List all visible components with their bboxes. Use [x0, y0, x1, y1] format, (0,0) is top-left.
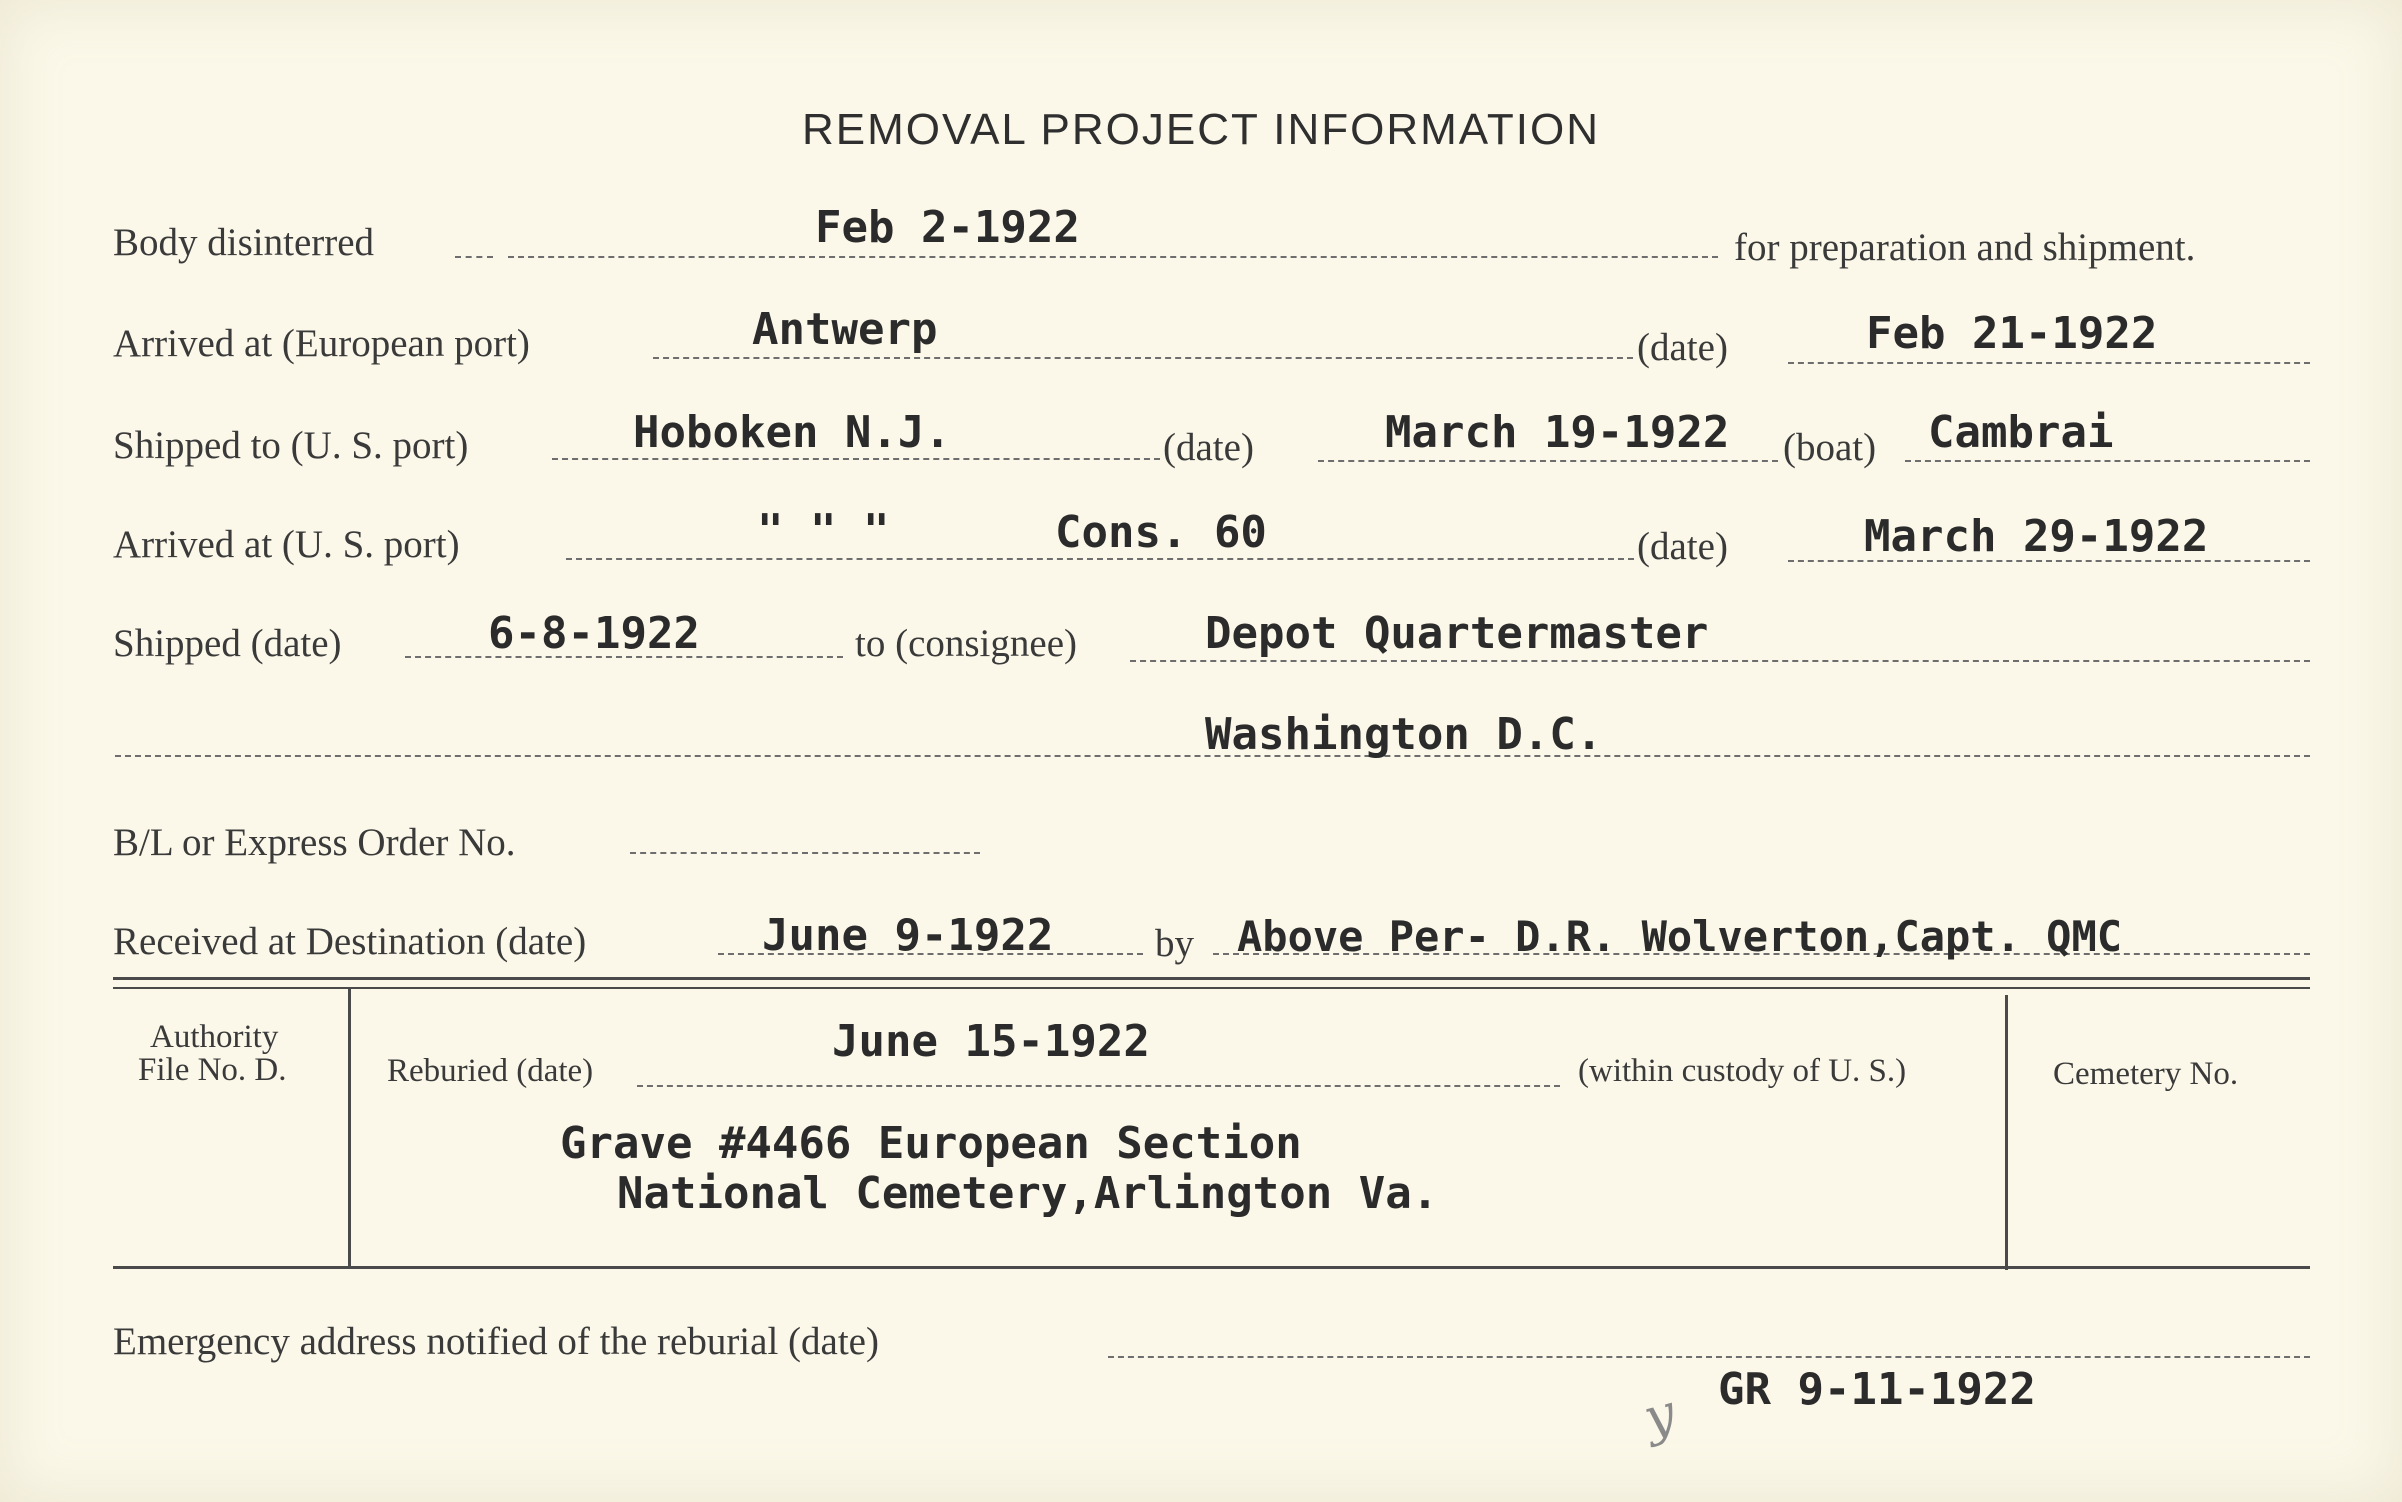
value-grave-line1: Grave #4466 European Section — [560, 1118, 1302, 1169]
label-arrived-us-date: (date) — [1637, 525, 1728, 568]
value-received-by: Above Per- D.R. Wolverton,Capt. QMC — [1237, 912, 2123, 961]
label-emergency: Emergency address notified of the reburial (date) — [113, 1320, 879, 1363]
value-shipped-date: March 19-1922 — [1385, 407, 1730, 458]
value-emergency-date: GR 9-11-1922 — [1718, 1364, 2036, 1415]
fill-line — [637, 1085, 1560, 1087]
fill-line — [1788, 362, 2310, 364]
label-boat: (boat) — [1783, 426, 1877, 469]
value-grave-line2: National Cemetery,Arlington Va. — [617, 1168, 1439, 1219]
value-consignee-line2: Washington D.C. — [1205, 709, 1603, 760]
fill-line — [566, 558, 1634, 560]
fill-line — [653, 357, 1633, 359]
label-bl-order: B/L or Express Order No. — [113, 821, 516, 864]
label-within-custody: (within custody of U. S.) — [1578, 1053, 1907, 1089]
label-to-consignee: to (consignee) — [855, 622, 1078, 665]
fill-line — [455, 256, 493, 258]
label-body-disinterred: Body disinterred — [113, 221, 375, 264]
value-arrived-us-date: March 29-1922 — [1864, 511, 2209, 562]
value-european-date: Feb 21-1922 — [1866, 308, 2158, 359]
value-disinterred-date: Feb 2-1922 — [815, 202, 1080, 253]
label-reburied: Reburied (date) — [387, 1053, 594, 1089]
fill-line — [552, 458, 1160, 460]
fill-line — [630, 852, 980, 854]
fill-line — [1905, 460, 2310, 462]
label-cemetery-no: Cemetery No. — [2053, 1056, 2239, 1092]
box-top-rule-inner — [113, 987, 2310, 989]
fill-line — [1108, 1356, 2310, 1358]
fill-line — [1130, 660, 2310, 662]
label-received-destination: Received at Destination (date) — [113, 920, 587, 963]
value-reburied-date: June 15-1922 — [832, 1016, 1150, 1067]
value-boat: Cambrai — [1928, 407, 2114, 458]
fill-line — [1318, 460, 1778, 462]
value-arrived-us-port-note: Cons. 60 — [1055, 507, 1267, 558]
box-top-rule — [113, 977, 2310, 980]
value-european-port: Antwerp — [752, 304, 938, 355]
value-arrived-us-port-ditto: " " " — [757, 505, 890, 556]
label-arrived-european-port: Arrived at (European port) — [113, 322, 530, 365]
handwritten-mark: y — [1637, 1383, 1682, 1449]
label-shipped-on: Shipped (date) — [113, 622, 342, 665]
label-for-preparation: for preparation and shipment. — [1734, 226, 2196, 269]
box-divider-left — [348, 989, 351, 1266]
box-divider-right — [2005, 995, 2008, 1270]
label-file-no: File No. D. — [138, 1052, 287, 1088]
label-european-date: (date) — [1637, 326, 1728, 369]
card-title: REMOVAL PROJECT INFORMATION — [802, 105, 1600, 154]
value-shipped-on: 6-8-1922 — [488, 608, 700, 659]
label-by: by — [1155, 922, 1194, 965]
label-shipped-date: (date) — [1163, 426, 1254, 469]
value-received-date: June 9-1922 — [762, 910, 1054, 961]
value-us-port: Hoboken N.J. — [633, 407, 951, 458]
label-authority: Authority — [150, 1019, 279, 1055]
box-bottom-rule — [113, 1266, 2310, 1269]
value-consignee-line1: Depot Quartermaster — [1205, 608, 1709, 659]
label-arrived-us-port: Arrived at (U. S. port) — [113, 523, 460, 566]
label-shipped-us-port: Shipped to (U. S. port) — [113, 424, 469, 467]
fill-line — [508, 256, 1718, 258]
